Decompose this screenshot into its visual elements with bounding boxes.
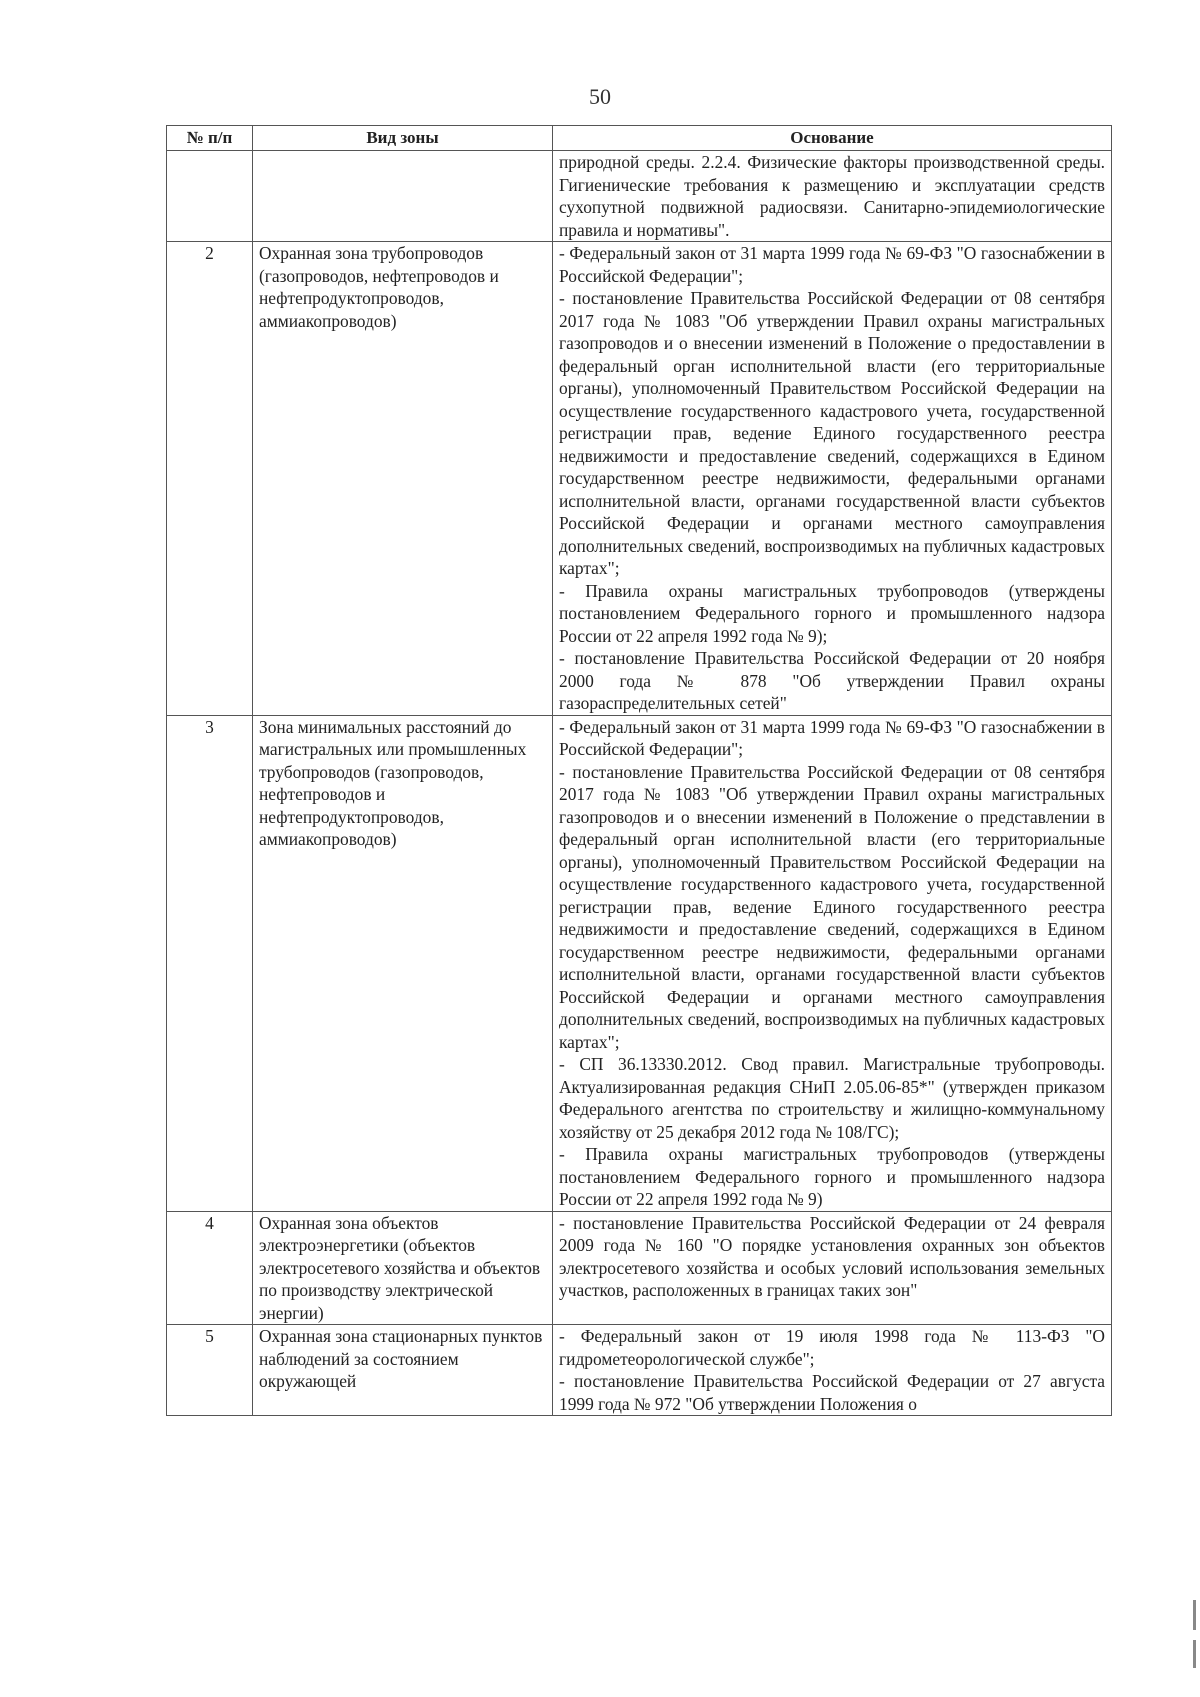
table-row: [167, 242, 1112, 716]
zone-type-cell: Охранная зона трубопроводов (газопроводов, нефтепроводов и нефтепродуктопроводов, аммиакопроводов): [253, 242, 553, 716]
basis-paragraph: - постановление Правительства Российской Федерации от 08 сентября 2017 года № 1083 "Об утверждении Правил охраны магистральных газопроводов и о внесении изменений в Положение о предоставлении в федеральный орган исполнительной власти (его территориальные органы), уполномоченный Правительством Российской Федерации на осуществление государственного кадастрового учета, государственной регистрации прав, ведение Единого государственного реестра недвижимости и предоставление сведений, содержащихся в Едином государственном реестре недвижимости, федеральными органами исполнительной власти, органами государственной власти субъектов Российской Федерации и органами местного самоуправления дополнительных сведений, воспроизводимых на публичных кадастровых картах";: [559, 288, 1105, 578]
zones-table: [166, 125, 1112, 1416]
table-header-row: [167, 126, 1112, 151]
zone-type-cell: [253, 151, 553, 242]
basis-cell: [553, 1211, 1112, 1325]
basis-paragraph: - Правила охраны магистральных трубопроводов (утверждены постановлением Федерального горного и промышленного надзора России от 22 апреля 1992 года № 9);: [559, 580, 1105, 646]
zone-type-cell: Охранная зона стационарных пунктов наблюдений за состоянием окружающей: [253, 1325, 553, 1416]
basis-paragraph: - Правила охраны магистральных трубопроводов (утверждены постановлением Федерального горного и промышленного надзора России от 22 апреля 1992 года № 9): [559, 1144, 1105, 1209]
header-zone-type: Вид зоны: [253, 126, 553, 151]
table-row: [167, 1211, 1112, 1325]
table-row: [167, 715, 1112, 1211]
basis-paragraph: - постановление Правительства Российской Федерации от 20 ноября 2000 года № 878 "Об утверждении Правил охраны газораспределительных сетей": [559, 648, 1105, 713]
page-number: 50: [589, 84, 611, 109]
basis-cell: [553, 715, 1112, 1211]
basis-paragraph: - Федеральный закон от 19 июля 1998 года № 113-ФЗ "О гидрометеорологической службе";: [559, 1326, 1105, 1369]
basis-paragraph: природной среды. 2.2.4. Физические факторы производственной среды. Гигиенические требования к размещению и эксплуатации средств сухопутной подвижной радиосвязи. Санитарно-эпидемиологические правила и нормативы".: [559, 152, 1105, 240]
basis-paragraph: - постановление Правительства Российской Федерации от 24 февраля 2009 года № 160 "О порядке установления охранных зон объектов электросетевого хозяйства и особых условий использования земельных участков, расположенных в границах таких зон": [559, 1212, 1105, 1300]
scan-edge-mark: [1193, 1640, 1196, 1668]
row-number: 2: [167, 242, 253, 716]
header-basis: Основание: [553, 126, 1112, 151]
zone-type-cell: Охранная зона объектов электроэнергетики (объектов электросетевого хозяйства и объектов по производству электрической энергии): [253, 1211, 553, 1325]
basis-cell: [553, 151, 1112, 242]
table-row: [167, 151, 1112, 242]
row-number: 4: [167, 1211, 253, 1325]
header-number: № п/п: [167, 126, 253, 151]
row-number: [167, 151, 253, 242]
basis-paragraph: - Федеральный закон от 31 марта 1999 года № 69-ФЗ "О газоснабжении в Российской Федерации";: [559, 243, 1105, 286]
table-row: [167, 1325, 1112, 1416]
basis-cell: [553, 242, 1112, 716]
basis-paragraph: - Федеральный закон от 31 марта 1999 года № 69-ФЗ "О газоснабжении в Российской Федерации";: [559, 716, 1105, 759]
basis-paragraph: - постановление Правительства Российской Федерации от 27 августа 1999 года № 972 "Об утверждении Положения о: [559, 1371, 1105, 1414]
basis-cell: [553, 1325, 1112, 1416]
scan-edge-mark: [1193, 1600, 1196, 1630]
basis-paragraph: - постановление Правительства Российской Федерации от 08 сентября 2017 года № 1083 "Об утверждении Правил охраны магистральных газопроводов и о внесении изменений в Положение о представлении в федеральный орган исполнительной власти (его территориальные органы), уполномоченный Правительством Российской Федерации на осуществление государственного кадастрового учета, государственной регистрации прав, ведение Единого государственного реестра недвижимости и предоставление сведений, содержащихся в Едином государственном реестре недвижимости, федеральными органами исполнительной власти, органами государственной власти субъектов Российской Федерации и органами местного самоуправления дополнительных сведений, воспроизводимых на публичных кадастровых картах";: [559, 761, 1105, 1052]
zone-type-cell: Зона минимальных расстояний до магистральных или промышленных трубопроводов (газопроводов, нефтепроводов и нефтепродуктопроводов, аммиакопроводов): [253, 715, 553, 1211]
row-number: 3: [167, 715, 253, 1211]
basis-paragraph: - СП 36.13330.2012. Свод правил. Магистральные трубопроводы. Актуализированная редакция СНиП 2.05.06-85*" (утвержден приказом Федерального агентства по строительству и жилищно-коммунальному хозяйству от 25 декабря 2012 года № 108/ГС);: [559, 1054, 1105, 1142]
row-number: 5: [167, 1325, 253, 1416]
